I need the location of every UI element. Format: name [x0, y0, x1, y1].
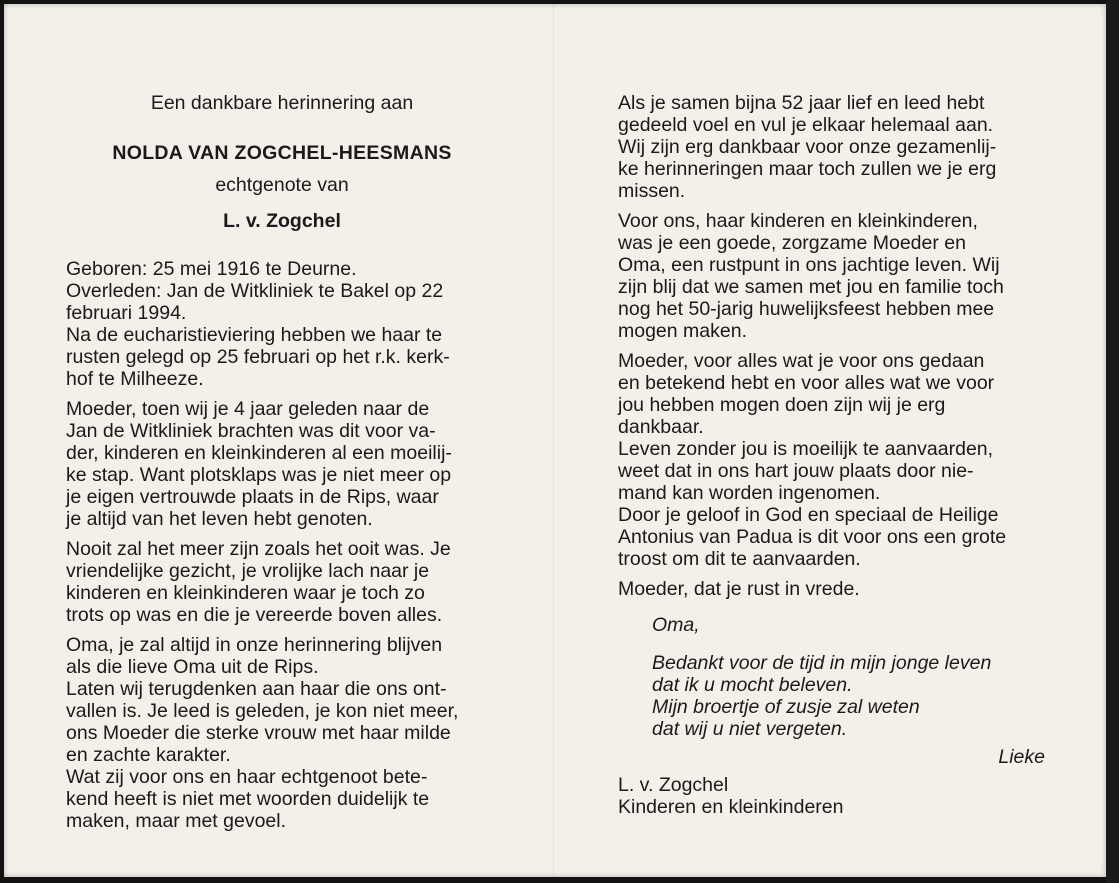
poem	[652, 614, 1045, 740]
card-edge-shadow	[1106, 0, 1119, 883]
paragraph-rust: Moeder, dat je rust in vrede.	[618, 578, 860, 600]
poem-lines: Bedankt voor de tijd in mijn jonge leven dat ik u mocht beleven. Mijn broertje of zusje zal weten dat wij u niet vergeten.	[652, 652, 992, 740]
paragraph-samen: Als je samen bijna 52 jaar lief en leed hebt gedeeld voel en vul je elkaar helemaal aan. Wij zijn erg dankbaar voor onze gezamenlij- ke herinneringen maar toch zullen we je erg missen.	[618, 92, 997, 202]
paragraph-oma: Oma, je zal altijd in onze herinnering blijven als die lieve Oma uit de Rips. Laten wij terugdenken aan haar die ons ont- vallen is. Je leed is geleden, je kon niet meer, ons Moeder die sterke vrouw met haar milde en zachte karakter. Wat zij voor ons en haar echtgenoot bete- kend heeft is niet met woorden duidelijk te maken, maar met gevoel.	[66, 634, 459, 832]
spouse-label: echtgenote van	[215, 174, 349, 196]
paragraph-moeder: Moeder, voor alles wat je voor ons gedaan en betekend hebt en voor alles wat we voor jou hebben mogen doen zijn wij je erg dankbaar. Leven zonder jou is moeilijk te aanvaarden, weet dat in ons hart jouw plaats door nie- mand kan worden ingenomen. Door je geloof in God en speciaal de Heilige Antonius van Padua is dit voor ons een grote troost om dit te aanvaarden.	[618, 350, 1007, 570]
poem-signer: Lieke	[998, 746, 1045, 768]
deceased-name: NOLDA VAN ZOGCHEL-HEESMANS	[112, 142, 452, 164]
intro-text: Een dankbare herinnering aan	[150, 92, 414, 114]
paragraph-voor-ons: Voor ons, haar kinderen en kleinkinderen, was je een goede, zorgzame Moeder en Oma, een rustpunt in ons jachtige leven. Wij zijn blij dat we samen met jou en familie toch nog het 50-jarig huwelijksfeest hebben mee mogen maken.	[618, 210, 1004, 342]
left-column	[66, 92, 498, 840]
paragraph-nooit: Nooit zal het meer zijn zoals het ooit was. Je vriendelijke gezicht, je vrolijke lach naar je kinderen en kleinkinderen waar je toch zo trots op was en die je vereerde boven alles.	[66, 538, 451, 626]
left-body	[66, 258, 498, 832]
paragraph-kliniek: Moeder, toen wij je 4 jaar geleden naar de Jan de Witkliniek brachten was dit voor va- der, kinderen en kleinkinderen al een moeilij- ke stap. Want plotsklaps was je niet meer op je eigen vertrouwde plaats in de Rips, waar je altijd van het leven hebt genoten.	[66, 398, 452, 530]
card-fold-line	[553, 4, 554, 877]
spouse-name: L. v. Zogchel	[223, 210, 341, 232]
poem-greeting: Oma,	[652, 614, 700, 636]
signature: L. v. Zogchel Kinderen en kleinkinderen	[618, 774, 844, 818]
right-column	[618, 92, 1045, 826]
paragraph-birth-death: Geboren: 25 mei 1916 te Deurne. Overleden: Jan de Witkliniek te Bakel op 22 februari 1994. Na de eucharistieviering hebben we haar te rusten gelegd op 25 februari op het r.k. kerk- hof te Milheeze.	[66, 258, 450, 390]
